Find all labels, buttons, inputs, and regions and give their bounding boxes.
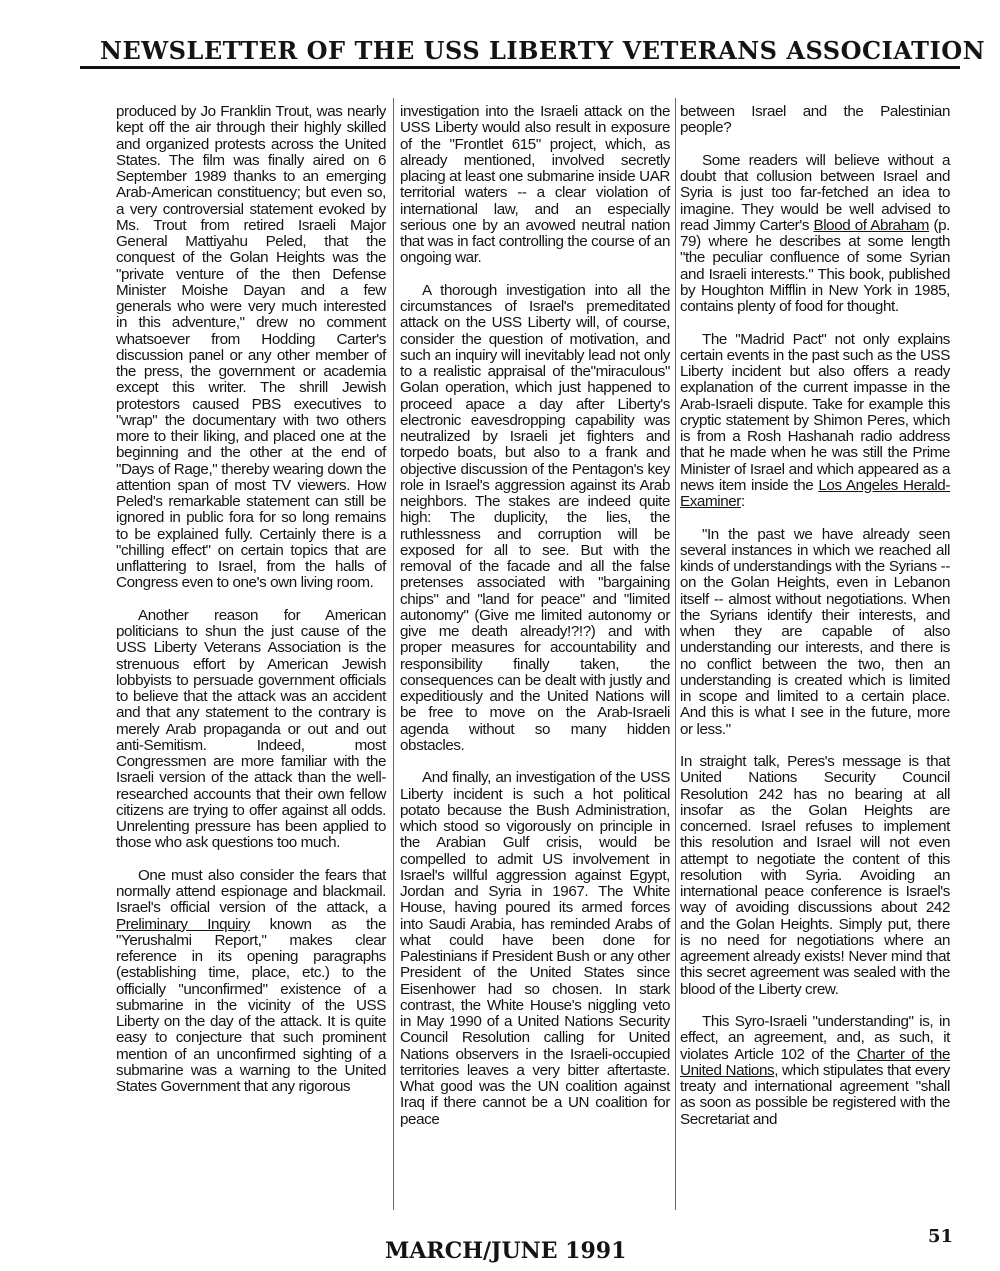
paragraph: And finally, an investigation of the USS Liberty incident is such a hot political potato because the Bush Administration, which stood so vigorously on principle in the Arabian Gulf crisis, would be compelled to admit US involvement in Israel's willful aggression against Egypt, Jordan and Syria in 1967. The White House, having poured its armed forces into Saudi Arabia, has reminded Arabs of what could have been done for Palestinians if President Bush or any other President of the United States since Eisenhower had so chosen. In stark contrast, the White House's niggling veto in May 1990 of a United Nations Security Council Resolution calling for United Nations observers in the Israeli-occupied territories leaves a very bitter aftertaste. What good was the UN coalition against Iraq if there cannot be a UN coalition for peace [400, 769, 670, 1128]
paragraph: This Syro-Israeli "understanding" is, in effect, an agreement, and, as such, it violates Article 102 of the Charter of the United Nations, which stipulates that every treaty and international agreement "shall as soon as possible be registered with the Secretariat and [680, 1013, 951, 1128]
column-3 [680, 104, 950, 1144]
paragraph: investigation into the Israeli attack on the USS Liberty would also result in exposure of the "Frontlet 615" project, which, as already mentioned, involved secretly placing at least one submarine inside UAR territorial waters -- a clear violation of international law, and an especially serious one by an avowed neutral nation that was in fact controlling the course of an ongoing war. [400, 103, 670, 267]
paragraph: The "Madrid Pact" not only explains certain events in the past such as the USS Liberty incident but also offers a ready explanation of the current impasse in the Arab-Israeli dispute. Take for example this cryptic statement by Shimon Peres, which is from a Rosh Hashanah radio address that he made when he was still the Prime Minister of Israel and which appeared as a news item inside the Los Angeles Herald-Examiner: [680, 330, 950, 510]
issue-date: MARCH/JUNE 1991 [385, 1238, 627, 1264]
paragraph: One must also consider the fears that normally attend espionage and blackmail. Israel's official version of the attack, a Preliminary Inquiry known as the "Yerushalmi Report," makes clear reference in its opening paragraphs (establishing time, place, etc.) to the officially "unconfirmed" existence of a submarine in the vicinity of the USS Liberty on the day of the attack. It is quite easy to conjecture that such prominent mention of an unconfirmed sighting of a submarine was a warning to the United States Government that any rigorous [116, 866, 386, 1095]
page-number: 51 [928, 1226, 954, 1247]
column-divider [675, 98, 676, 1210]
column-2 [400, 104, 670, 1144]
header-rule [80, 66, 960, 69]
column-1 [116, 104, 386, 1112]
column-divider [393, 98, 394, 1210]
paragraph: produced by Jo Franklin Trout, was nearly kept off the air through their highly skilled and organized protests across the United States. The film was finally aired on 6 September 1989 thanks to an emerging Arab-American constituency; but even so, a very controversial statement evoked by Ms. Trout from retired Israeli Major General Mattiyahu Peled, that the conquest of the Golan Heights was the "private venture of the then Defense Minister Moishe Dayan and a few generals who were very much interested in this adventure," drew no comment whatsoever from Hodding Carter's discussion panel or any other member of the press, the government or academia except this writer. The shrill Jewish protestors caused PBS executives to "wrap" the documentary with two others more to their liking, and placed one at the beginning and the other at the end of "Days of Rage," thereby wearing down the attention span of most TV viewers. How Peled's remarkable statement can still be ignored in public fora for so long remains to be explained fully. Certainly there is a "chilling effect" on certain topics that are unflattering to Israel, from the halls of Congress even to one's own living room. [116, 103, 386, 592]
blood-of-abraham-title: Blood of Abraham [813, 216, 930, 234]
preliminary-inquiry-title: Preliminary Inquiry [116, 915, 250, 933]
paragraph: between Israel and the Palestinian people? [680, 103, 950, 137]
paragraph: Another reason for American politicians to shun the just cause of the USS Liberty Veterans Association is the strenuous effort by American Jewish lobbyists to persuade government officials to believe that the attack was an accident and that any statement to the contrary is merely Arab propaganda or out and out anti-Semitism. Indeed, most Congressmen are more familiar with the Israeli version of the attack than the well-researched accounts that their own fellow citizens are trying to offer against all odds. Unrelenting pressure has been applied to those who ask questions too much. [116, 606, 386, 852]
paragraph: Some readers will believe without a doubt that collusion between Israel and Syria is just too far-fetched an idea to imagine. They would be well advised to read Jimmy Carter's Blood of Abraham (p. 79) where he describes at some length "the peculiar confluence of some Syrian and Israeli interests." This book, published by Houghton Mifflin in New York in 1985, contains plenty of food for thought. [680, 151, 951, 315]
quotation: "In the past we have already seen several instances in which we reached all kinds of understandings with the Syrians -- on the Golan Heights, even in Lebanon itself -- almost without negotiations. When the Syrians identify their interests, and when they are capable of also understanding our interests, and there is no conflict between the two, then an understanding is created which is limited in scope and limited to a certain place. And this is what I see in the future, more or less." [680, 525, 950, 738]
newsletter-title: NEWSLETTER OF THE USS LIBERTY VETERANS ASSOCIATION [100, 36, 986, 65]
herald-examiner-title: Los Angeles Herald-Examiner [680, 476, 950, 510]
paragraph: A thorough investigation into all the circumstances of Israel's premeditated attack on the USS Liberty will, of course, consider the question of motivation, and such an inquiry will inevitably lead not only to a realistic appraisal of the"miraculous" Golan operation, which just happened to proceed apace a day after Liberty's electronic eavesdropping capability was neutralized by Israeli jet fighters and torpedo boats, but also to a frank and objective discussion of the Pentagon's key role in Israel's aggression against its Arab neighbors. The stakes are indeed quite high: The duplicity, the lies, the ruthlessness and corruption will be exposed for all to see. But with the removal of the facade and all the false pretenses associated with "bargaining chips" and "land for peace" and "limited autonomy" (Give me limited autonomy or give me death already!?!?) and with proper measures for accountability and responsibility finally taken, the consequences can be dealt with justly and expeditiously and the United Nations will be free to move on the Arab-Israeli agenda without so many hidden obstacles. [400, 281, 670, 754]
paragraph: In straight talk, Peres's message is that United Nations Security Council Resolution 242 has no bearing at all insofar as the Golan Heights are concerned. Israel refuses to implement this resolution and Israel will not even attempt to negotiate the content of this resolution with Syria. Avoiding an international peace conference is Israel's way of avoiding discussions about 242 and the Golan Heights. Simply put, there is no need for negotiations where an agreement already exists! Never mind that this secret agreement was sealed with the blood of the Liberty crew. [680, 753, 950, 998]
un-charter-title: Charter of the United Nations [680, 1045, 951, 1079]
